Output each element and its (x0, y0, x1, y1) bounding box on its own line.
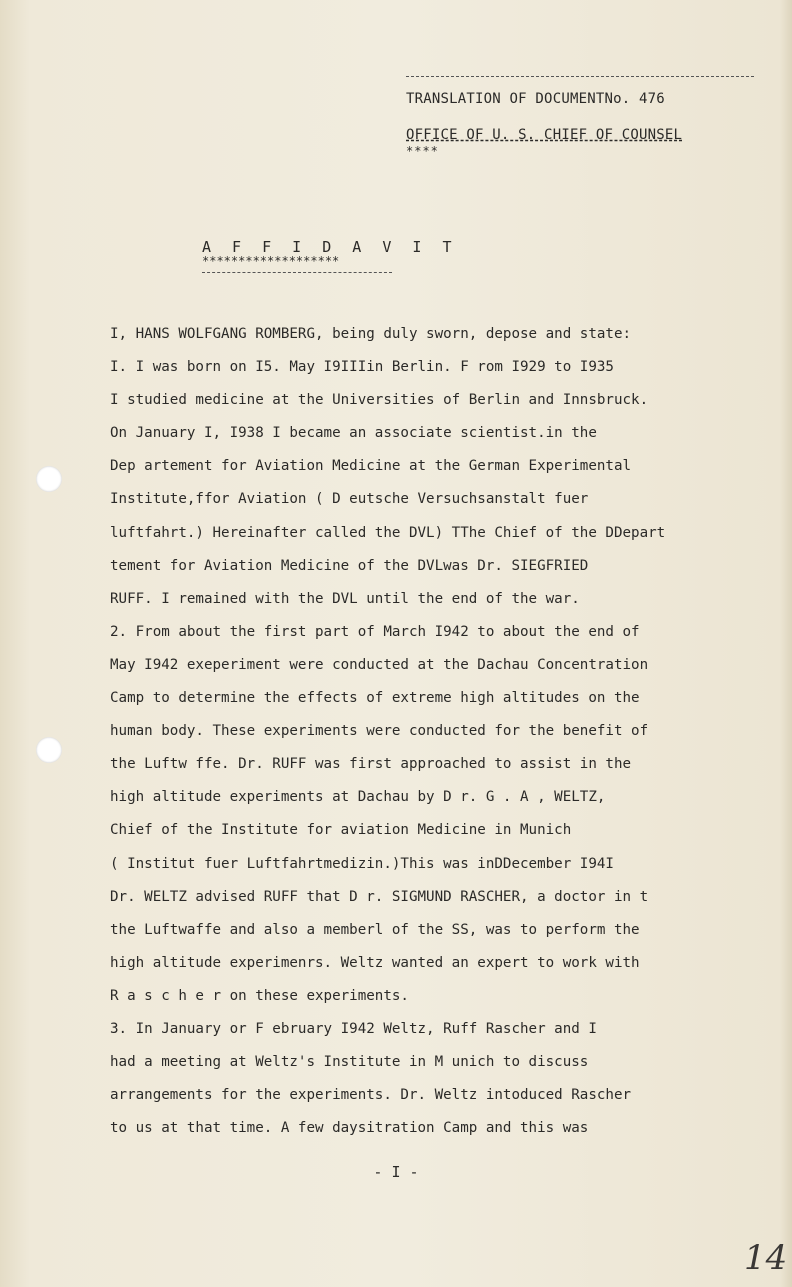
affidavit-title-block (202, 238, 458, 273)
body-line: May I942 exeperiment were conducted at the Dachau Concentration (110, 656, 649, 673)
body-line: I. I was born on I5. May I9IIIin Berlin. F rom I929 to I935 (110, 359, 614, 376)
body-line: arrangements for the experiments. Dr. Weltz intoduced Rascher (110, 1087, 632, 1104)
body-line: On January I, I938 I became an associate scientist.in the (110, 425, 597, 442)
body-line: to us at that time. A few daysitration Camp and this was (110, 1120, 589, 1137)
body-line: RUFF. I remained with the DVL until the end of the war. (110, 590, 580, 607)
punch-hole-lower (36, 737, 62, 763)
body-line: the Luftw ffe. Dr. RUFF was first approached to assist in the (110, 756, 632, 773)
body-line: had a meeting at Weltz's Institute in M unich to discuss (110, 1054, 589, 1071)
body-line: Institute,ffor Aviation ( D eutsche Versuchsanstalt fuer (110, 491, 589, 508)
body-line: high altitude experimenrs. Weltz wanted an expert to work with (110, 954, 640, 971)
body-line: luftfahrt.) Hereinafter called the DVL) TThe Chief of the DDepart (110, 524, 666, 541)
body-line: I studied medicine at the Universities of Berlin and Innsbruck. (110, 392, 649, 409)
body-line: 3. In January or F ebruary I942 Weltz, Ruff Rascher and I (110, 1020, 597, 1037)
title-rule (202, 272, 392, 273)
document-header (406, 76, 756, 157)
handwritten-page-number: 14 (744, 1238, 788, 1278)
affidavit-body (110, 318, 760, 1145)
body-line: tement for Aviation Medicine of the DVLwas Dr. SIEGFRIED (110, 557, 589, 574)
office-stars: **** (406, 144, 439, 158)
title-stars: ******************* (202, 254, 340, 268)
body-line: Camp to determine the effects of extreme high altitudes on the (110, 690, 640, 707)
translation-line: TRANSLATION OF DOCUMENTNo. 476 (406, 91, 665, 107)
body-line: I, HANS WOLFGANG ROMBERG, being duly sworn, depose and state: (110, 326, 632, 342)
body-line: the Luftwaffe and also a memberl of the SS, was to perform the (110, 921, 640, 938)
body-line: R a s c h e r on these experiments. (110, 987, 409, 1004)
body-line: ( Institut fuer Luftfahrtmedizin.)This was inDDecember I94I (110, 855, 614, 872)
body-line: 2. From about the first part of March I942 to about the end of (110, 623, 640, 640)
affidavit-title: A F F I D A V I T (202, 238, 458, 256)
punch-hole-upper (36, 466, 62, 492)
body-line: high altitude experiments at Dachau by D r. G . A , WELTZ, (110, 789, 606, 806)
page-number: - I - (373, 1163, 419, 1181)
body-line: human body. These experiments were conducted for the benefit of (110, 723, 649, 740)
body-line: Chief of the Institute for aviation Medicine in Munich (110, 822, 572, 839)
body-line: Dep artement for Aviation Medicine at the German Experimental (110, 458, 632, 475)
header-top-rule (406, 76, 754, 77)
office-line: OFFICE OF U. S. CHIEF OF COUNSEL (406, 127, 683, 143)
body-line: Dr. WELTZ advised RUFF that D r. SIGMUND RASCHER, a doctor in t (110, 888, 649, 905)
